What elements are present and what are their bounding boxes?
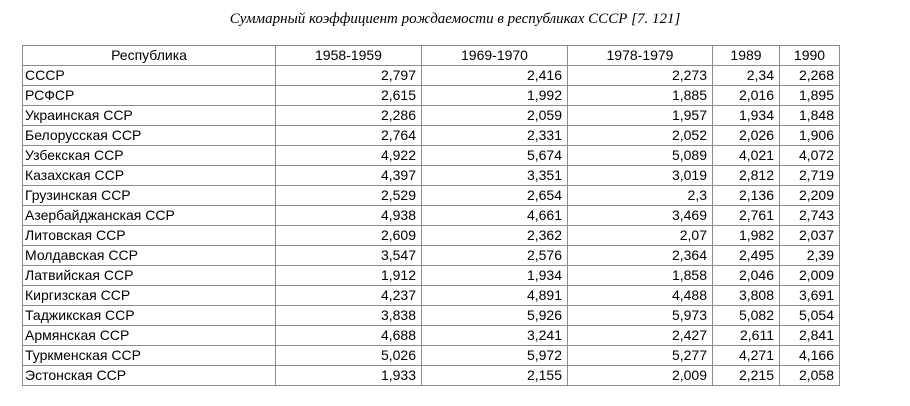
cell-value: 2,841 xyxy=(780,326,840,346)
cell-value: 2,009 xyxy=(568,366,713,386)
cell-value: 2,059 xyxy=(422,106,568,126)
cell-value: 4,661 xyxy=(422,206,568,226)
cell-value: 2,155 xyxy=(422,366,568,386)
cell-value: 3,019 xyxy=(568,166,713,186)
cell-value: 2,058 xyxy=(780,366,840,386)
cell-republic: Узбекская ССР xyxy=(23,146,276,166)
cell-republic: Азербайджанская ССР xyxy=(23,206,276,226)
table-row xyxy=(23,366,840,386)
cell-value: 2,364 xyxy=(568,246,713,266)
cell-value: 2,416 xyxy=(422,66,568,86)
cell-value: 1,895 xyxy=(780,86,840,106)
cell-value: 2,026 xyxy=(713,126,780,146)
cell-value: 1,992 xyxy=(422,86,568,106)
cell-value: 4,891 xyxy=(422,286,568,306)
cell-value: 2,273 xyxy=(568,66,713,86)
cell-value: 4,237 xyxy=(276,286,422,306)
cell-value: 1,934 xyxy=(713,106,780,126)
caption-citation: [7. 121] xyxy=(631,11,681,27)
cell-republic: Казахская ССР xyxy=(23,166,276,186)
cell-value: 2,046 xyxy=(713,266,780,286)
table-row xyxy=(23,126,840,146)
cell-republic: СССР xyxy=(23,66,276,86)
cell-value: 2,427 xyxy=(568,326,713,346)
table-row xyxy=(23,226,840,246)
fertility-table xyxy=(22,45,840,386)
cell-republic: Эстонская ССР xyxy=(23,366,276,386)
cell-value: 4,938 xyxy=(276,206,422,226)
header-1990: 1990 xyxy=(780,46,840,66)
cell-value: 3,808 xyxy=(713,286,780,306)
table-row xyxy=(23,206,840,226)
table-row xyxy=(23,326,840,346)
cell-value: 2,529 xyxy=(276,186,422,206)
cell-value: 1,906 xyxy=(780,126,840,146)
cell-republic: Туркменская ССР xyxy=(23,346,276,366)
cell-republic: Молдавская ССР xyxy=(23,246,276,266)
cell-value: 2,615 xyxy=(276,86,422,106)
header-1989: 1989 xyxy=(713,46,780,66)
cell-value: 2,215 xyxy=(713,366,780,386)
table-row xyxy=(23,166,840,186)
cell-value: 3,691 xyxy=(780,286,840,306)
cell-value: 2,611 xyxy=(713,326,780,346)
cell-value: 5,972 xyxy=(422,346,568,366)
table-row xyxy=(23,186,840,206)
cell-value: 1,912 xyxy=(276,266,422,286)
cell-republic: Таджикская ССР xyxy=(23,306,276,326)
cell-republic: Киргизская ССР xyxy=(23,286,276,306)
cell-value: 5,089 xyxy=(568,146,713,166)
cell-value: 2,209 xyxy=(780,186,840,206)
table-row xyxy=(23,146,840,166)
cell-value: 3,241 xyxy=(422,326,568,346)
cell-value: 4,488 xyxy=(568,286,713,306)
cell-value: 2,016 xyxy=(713,86,780,106)
table-row xyxy=(23,346,840,366)
cell-value: 1,885 xyxy=(568,86,713,106)
cell-value: 2,07 xyxy=(568,226,713,246)
cell-value: 2,268 xyxy=(780,66,840,86)
cell-value: 5,674 xyxy=(422,146,568,166)
cell-republic: Латвийская ССР xyxy=(23,266,276,286)
table-row xyxy=(23,106,840,126)
cell-value: 1,934 xyxy=(422,266,568,286)
table-row xyxy=(23,266,840,286)
caption-title: Суммарный коэффициент рождаемости в республиках СССР xyxy=(229,11,628,27)
cell-value: 5,054 xyxy=(780,306,840,326)
cell-republic: Грузинская ССР xyxy=(23,186,276,206)
cell-republic: Украинская ССР xyxy=(23,106,276,126)
cell-value: 2,34 xyxy=(713,66,780,86)
header-1969-1970: 1969-1970 xyxy=(422,46,568,66)
table-caption xyxy=(0,10,910,28)
cell-value: 3,469 xyxy=(568,206,713,226)
cell-value: 2,3 xyxy=(568,186,713,206)
cell-value: 2,761 xyxy=(713,206,780,226)
table-row xyxy=(23,306,840,326)
cell-republic: Армянская ССР xyxy=(23,326,276,346)
cell-value: 2,037 xyxy=(780,226,840,246)
cell-value: 4,922 xyxy=(276,146,422,166)
cell-value: 2,576 xyxy=(422,246,568,266)
cell-value: 2,743 xyxy=(780,206,840,226)
cell-value: 2,136 xyxy=(713,186,780,206)
table-body xyxy=(23,66,840,386)
cell-value: 1,858 xyxy=(568,266,713,286)
cell-value: 4,271 xyxy=(713,346,780,366)
cell-republic: РСФСР xyxy=(23,86,276,106)
cell-value: 2,362 xyxy=(422,226,568,246)
table-header-row xyxy=(23,46,840,66)
cell-value: 2,495 xyxy=(713,246,780,266)
cell-value: 3,838 xyxy=(276,306,422,326)
cell-value: 5,277 xyxy=(568,346,713,366)
cell-republic: Литовская ССР xyxy=(23,226,276,246)
cell-value: 3,351 xyxy=(422,166,568,186)
cell-value: 4,021 xyxy=(713,146,780,166)
cell-republic: Белорусская ССР xyxy=(23,126,276,146)
cell-value: 4,072 xyxy=(780,146,840,166)
cell-value: 4,688 xyxy=(276,326,422,346)
cell-value: 2,052 xyxy=(568,126,713,146)
cell-value: 2,654 xyxy=(422,186,568,206)
header-1978-1979: 1978-1979 xyxy=(568,46,713,66)
cell-value: 5,973 xyxy=(568,306,713,326)
cell-value: 1,933 xyxy=(276,366,422,386)
cell-value: 2,764 xyxy=(276,126,422,146)
cell-value: 2,719 xyxy=(780,166,840,186)
cell-value: 5,926 xyxy=(422,306,568,326)
cell-value: 4,397 xyxy=(276,166,422,186)
cell-value: 1,848 xyxy=(780,106,840,126)
cell-value: 4,166 xyxy=(780,346,840,366)
table-row xyxy=(23,86,840,106)
header-1958-1959: 1958-1959 xyxy=(276,46,422,66)
cell-value: 5,026 xyxy=(276,346,422,366)
cell-value: 2,609 xyxy=(276,226,422,246)
cell-value: 1,957 xyxy=(568,106,713,126)
cell-value: 2,009 xyxy=(780,266,840,286)
header-republic: Республика xyxy=(23,46,276,66)
cell-value: 2,39 xyxy=(780,246,840,266)
table-row xyxy=(23,66,840,86)
table-row xyxy=(23,246,840,266)
cell-value: 3,547 xyxy=(276,246,422,266)
cell-value: 2,812 xyxy=(713,166,780,186)
cell-value: 2,797 xyxy=(276,66,422,86)
cell-value: 1,982 xyxy=(713,226,780,246)
cell-value: 2,286 xyxy=(276,106,422,126)
table-row xyxy=(23,286,840,306)
cell-value: 5,082 xyxy=(713,306,780,326)
cell-value: 2,331 xyxy=(422,126,568,146)
